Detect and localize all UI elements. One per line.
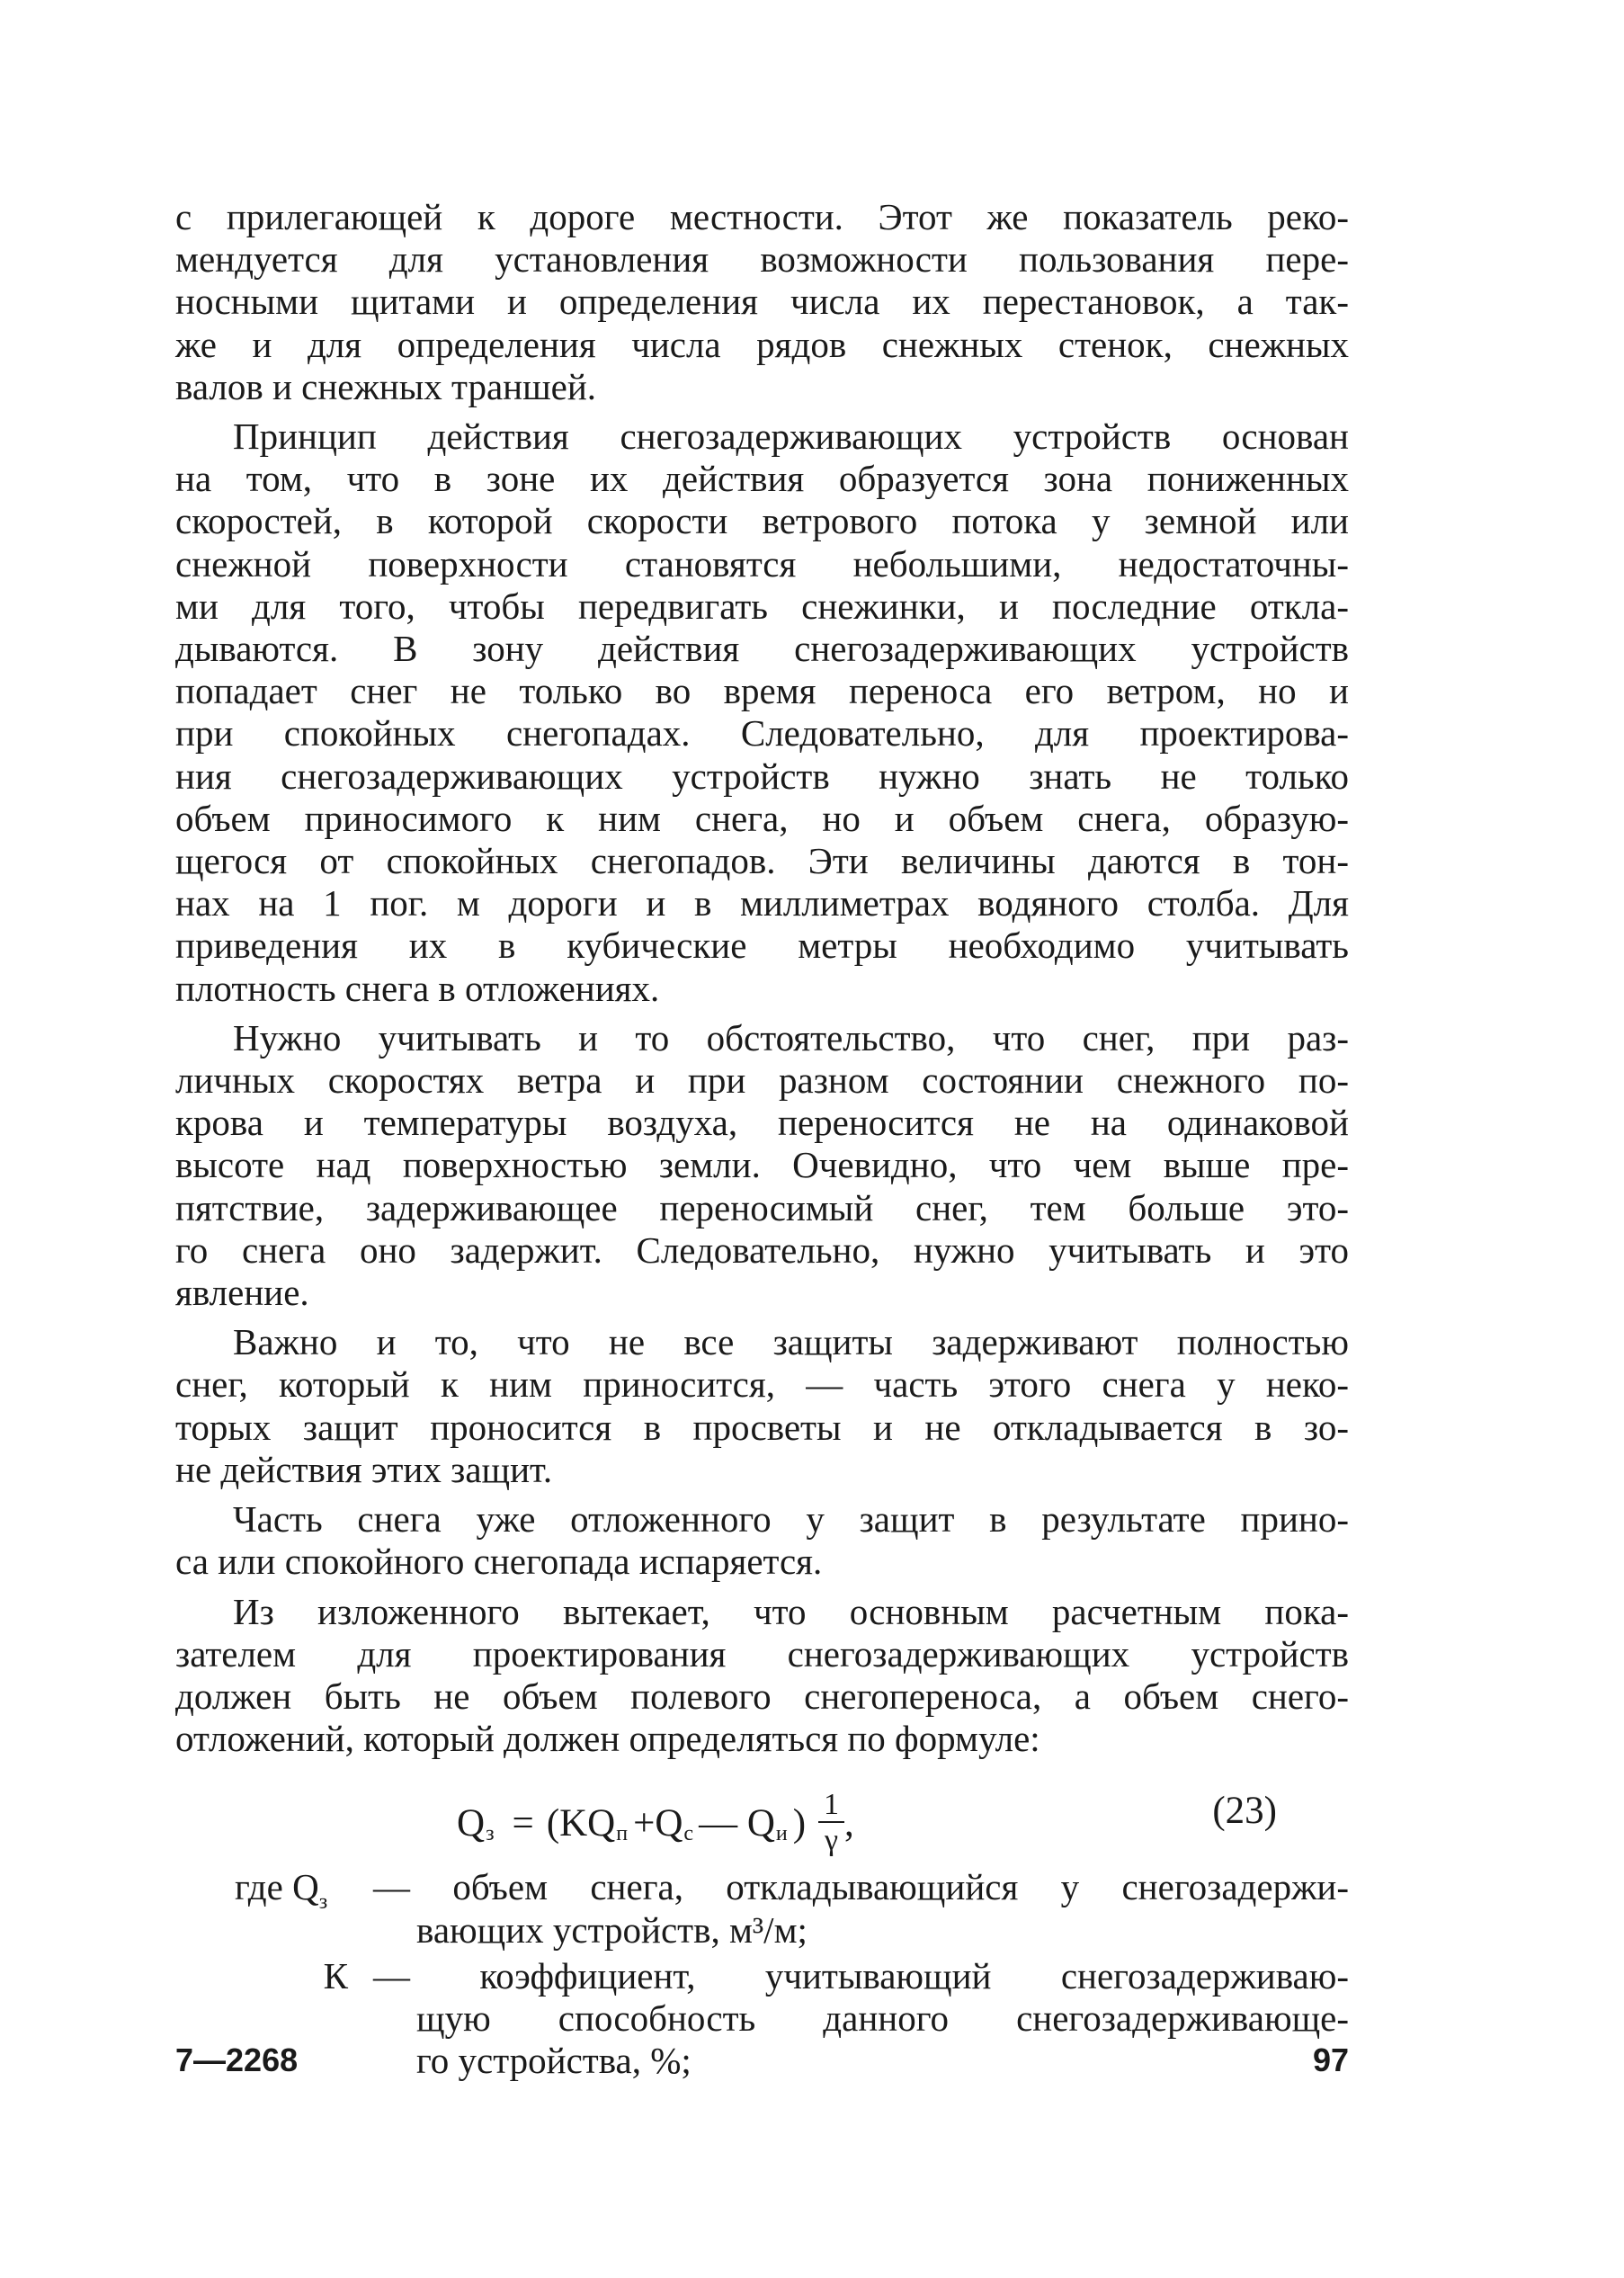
text-line: щегося от спокойных снегопадов. Эти величины даются в тон- <box>175 840 1349 882</box>
paragraph-2 <box>175 415 1349 1010</box>
text-line: при спокойных снегопадах. Следовательно, для проектирова- <box>175 712 1349 755</box>
paragraph-6 <box>175 1591 1349 1761</box>
text-line: Принцип действия снегозадерживающих устройств основан <box>233 415 1349 458</box>
text-line: личных скоростях ветра и при разном состоянии снежного по- <box>175 1059 1349 1102</box>
formula-fraction <box>818 1789 844 1857</box>
text-line: попадает снег не только во время переноса его ветром, но и <box>175 670 1349 712</box>
text-line: щую способность данного снегозадерживающе- <box>416 1997 1349 2039</box>
text-line: должен быть не объем полевого снегопереноса, а объем снего- <box>175 1675 1349 1717</box>
formula-lhs-subscript: з <box>486 1821 495 1845</box>
text-line: ния снегозадерживающих устройств нужно знать не только <box>175 755 1349 797</box>
text-line: Из изложенного вытекает, что основным расчетным пока- <box>233 1590 1349 1632</box>
formula-minus: — Q <box>699 1801 775 1845</box>
definition-symbol <box>175 1866 373 1951</box>
text-line: Часть снега уже отложенного у защит в результате прино- <box>233 1498 1349 1541</box>
equation-number: (23) <box>1212 1790 1277 1833</box>
definitions-list <box>175 1866 1349 2082</box>
text-line: носными щитами и определения числа их перестановок, а так- <box>175 281 1349 323</box>
fraction-denominator: γ <box>825 1824 839 1858</box>
text-line: Нужно учитывать и то обстоятельство, что снег, при раз- <box>233 1016 1349 1059</box>
page-body <box>175 196 1349 2086</box>
text-line: мендуется для установления возможности пользования пере- <box>175 238 1349 281</box>
text-line: не действия этих защит. <box>175 1448 553 1490</box>
formula-close: ) <box>792 1801 807 1845</box>
text-line: приведения их в кубические метры необходимо учитывать <box>175 925 1349 967</box>
text-line: отложений, который должен определяться по формуле: <box>175 1718 1040 1760</box>
paragraph-5 <box>175 1498 1349 1583</box>
definition-prefix: где Q <box>235 1866 319 1908</box>
text-line: снежной поверхности становятся небольшими, недостаточны- <box>175 542 1349 585</box>
text-line: высоте над поверхностью земли. Очевидно, что чем выше пре- <box>175 1144 1349 1186</box>
text-line: дываются. В зону действия снегозадерживающих устройств <box>175 628 1349 670</box>
definition-item <box>175 1866 1349 1951</box>
text-line: на том, что в зоне их действия образуется зона пониженных <box>175 458 1349 500</box>
text-line: ми для того, чтобы передвигать снежинки, и последние откла- <box>175 585 1349 627</box>
formula-plus: +Q <box>633 1801 683 1845</box>
paragraph-1 <box>175 196 1349 408</box>
text-line: — коэффициент, учитывающий снегозадерживаю- <box>373 1954 1349 1997</box>
definition-text <box>373 1955 1349 2083</box>
formula-subscript-i: и <box>775 1821 788 1845</box>
fraction-numerator: 1 <box>818 1789 844 1823</box>
text-line: снег, который к ним приносится, — часть этого снега у неко- <box>175 1363 1349 1406</box>
formula-comma: , <box>844 1801 854 1845</box>
text-line: плотность снега в отложениях. <box>175 967 660 1009</box>
text-line: Важно и то, что не все защиты задерживают полностью <box>233 1321 1349 1363</box>
text-line: торых защит проносится в просветы и не откладывается в зо- <box>175 1406 1349 1448</box>
paragraph-3 <box>175 1017 1349 1314</box>
definition-text <box>373 1866 1349 1951</box>
definition-item <box>175 1955 1349 2083</box>
text-line: зателем для проектирования снегозадерживающих устройств <box>175 1632 1349 1675</box>
paragraph-4 <box>175 1321 1349 1491</box>
text-line: са или спокойного снегопада испаряется. <box>175 1541 823 1583</box>
formula-lhs: Q <box>457 1801 486 1845</box>
formula-subscript-p: п <box>616 1821 629 1845</box>
formula-equals: = <box>512 1801 534 1845</box>
formula-row <box>175 1782 1349 1861</box>
text-line: явление. <box>175 1272 309 1314</box>
text-line: же и для определения числа рядов снежных стенок, снежных <box>175 323 1349 365</box>
text-line: валов и снежных траншей. <box>175 365 597 407</box>
text-line: скоростей, в которой скорости ветрового потока у земной или <box>175 500 1349 542</box>
text-line: — объем снега, откладывающийся у снегозадержи- <box>373 1866 1349 1908</box>
text-line: пятствие, задерживающее переносимый снег, тем больше это- <box>175 1186 1349 1228</box>
formula-open: (KQ <box>546 1801 616 1845</box>
text-line: го устройства, %; <box>416 2040 692 2082</box>
signature-mark: 7—2268 <box>175 2041 299 2078</box>
formula-subscript-c: с <box>683 1821 694 1845</box>
text-line: с прилегающей к дороге местности. Этот же показатель реко- <box>175 196 1349 237</box>
text-line: нах на 1 пог. м дороги и в миллиметрах водяного столба. Для <box>175 882 1349 925</box>
text-line: объем приносимого к ним снега, но и объем снега, образую- <box>175 797 1349 839</box>
text-line: го снега оно задержит. Следовательно, нужно учитывать и это <box>175 1228 1349 1271</box>
text-line: крова и температуры воздуха, переносится не на одинаковой <box>175 1102 1349 1144</box>
page-number: 97 <box>1312 2041 1349 2078</box>
definition-prefix: К <box>323 1954 348 1997</box>
text-line: вающих устройств, м³/м; <box>416 1908 808 1951</box>
definition-subscript: з <box>318 1890 328 1915</box>
formula <box>457 1789 854 1857</box>
text-body <box>175 196 1349 1760</box>
